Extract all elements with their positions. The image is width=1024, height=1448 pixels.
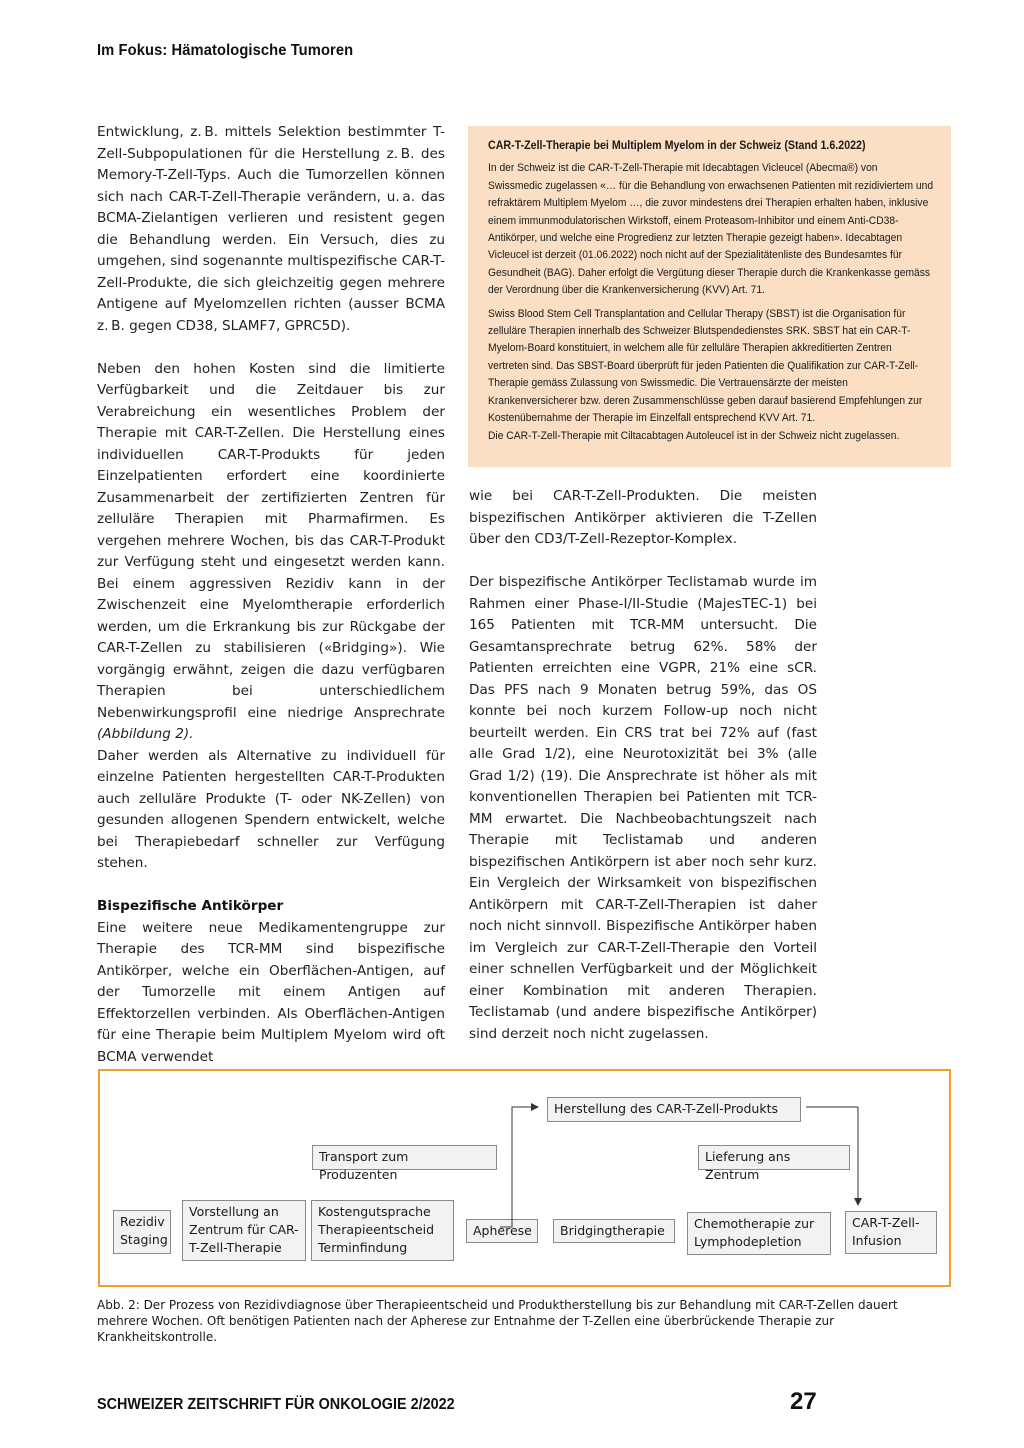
left-column <box>97 122 445 1068</box>
journal-footer: SCHWEIZER ZEITSCHRIFT FÜR ONKOLOGIE 2/2022 <box>97 1396 455 1413</box>
paragraph: wie bei CAR-T-Zell-Produkten. Die meisten bispezifischen Antikörper aktivieren die T-Zellen über den CD3/T-Zell-Rezeptor-Komplex. <box>469 488 817 547</box>
box-vorstellung: Vorstellung an Zentrum für CAR-T-Zell-Therapie <box>182 1200 306 1261</box>
box-apherese: Apherese <box>466 1219 538 1243</box>
arrow-to-infusion <box>806 1107 858 1205</box>
info-box-paragraph: Die CAR-T-Zell-Therapie mit Ciltacabtagen Autoleucel ist in der Schweiz nicht zugelassen. <box>488 429 900 442</box>
info-box-paragraph: In der Schweiz ist die CAR-T-Zell-Therapie mit Idecabtagen Vicleucel (Abecma®) von Swissmedic zugelassen «… für die Behandlung von erwachsenen Patienten mit rezidiviertem und refraktärem Multiplem Myelom …, die zuvor mindestens drei Therapien erhalten haben, inklusive einem immunmodulatorischen Wirkstoff, einem Proteasom-Inhibitor und einem Anti-CD38-Antikörper, und welche eine Progredienz zur letzten Therapie gezeigt haben». Idecabtagen Vicleucel ist derzeit (01.06.2022) noch nicht auf der Spezialitätenliste des Bundesamtes für Gesundheit (BAG). Daher erfolgt die Vergütung dieser Therapie durch die Krankenkasse gemäss der Verordnung über die Krankenversicherung (KVV) Art. 71. <box>488 162 934 297</box>
box-car-t-infusion: CAR-T-Zell-Infusion <box>845 1211 937 1254</box>
paragraph: Entwicklung, z. B. mittels Selektion bestimmter T-Zell-Subpopulationen für die Herstellung z. B. des Memory-T-Zell-Typs. Auch die Tumorzellen können sich nach CAR-T-Zell-Therapie verändern, u. a. das BCMA-Zielantigen verlieren und resistent gegen die Behandlung werden. Ein Versuch, dies zu umgehen, sind sogenannte multispezifische CAR-T-Zell-Produkte, die sich gleichzeitig gegen mehrere Antigene auf Myelomzellen richten (ausser BCMA z. B. gegen CD38, SLAMF7, GPRC5D). <box>97 124 445 334</box>
box-rezidiv-staging: Rezidiv Staging <box>113 1210 171 1254</box>
box-herstellung: Herstellung des CAR-T-Zell-Produkts <box>547 1097 801 1122</box>
paragraph: Der bispezifische Antikörper Teclistamab wurde im Rahmen einer Phase-I/II-Studie (MajesTEC-1) bei 165 Patienten mit TCR-MM untersucht. Die Gesamtansprechrate betrug 62%. 58% der Patienten erreichten eine VGPR, 21% eine sCR. Das PFS nach 9 Monaten betrug 59%, das OS konnte bei noch kurzem Follow-up noch nicht beurteilt werden. Ein CRS trat bei 72% auf (fast alle Grad 1/2), eine Neurotoxizität bei 3% (alle Grad 1/2) (19). Die Ansprechrate ist höher als mit konventionellen Therapien bei Patienten mit TCR-MM erwartet. Die Nachbeobachtungszeit nach Therapie mit Teclistamab und anderen bispezifischen Antikörpern ist aber noch sehr kurz. Ein Vergleich der Wirksamkeit von bispezifischen Antikörpern mit CAR-T-Zell-Therapien ist daher noch nicht sinnvoll. Bispezifische Antikörper haben im Vergleich zur CAR-T-Zell-Therapie den Vorteil einer schnellen Verfügbarkeit und der Möglichkeit einer Kombination mit anderen Therapien. Teclistamab (und andere bispezifische Antikörper) sind derzeit noch nicht zugelassen. <box>469 574 817 1042</box>
box-transport: Transport zum Produzenten <box>312 1145 497 1170</box>
right-column <box>469 486 817 1045</box>
figure-arrows <box>98 1069 951 1287</box>
info-box <box>468 126 951 467</box>
box-bridgingtherapie: Bridgingtherapie <box>553 1219 675 1243</box>
paragraph: Eine weitere neue Medikamentengruppe zur Therapie des TCR-MM sind bispezifische Antikörper, welche ein Oberflächen-Antigen, auf der Tumorzelle mit einem Antigen auf Effektorzellen verbinden. Als Oberflächen-Antigen für eine Therapie beim Multiplem Myelom wird oft BCMA verwendet <box>97 919 445 1065</box>
paragraph-text: Neben den hohen Kosten sind die limitierte Verfügbarkeit und die Zeitdauer bis zur Verabreichung ein wesentliches Problem der Therapie mit CAR-T-Zellen. Die Herstellung eines individuellen CAR-T-Produkts für jeden Einzelpatienten erfordert eine koordinierte Zusammenarbeit der zertifizierten Zentren für zelluläre Therapien mit Pharmafirmen. Es vergehen mehrere Wochen, bis das CAR-T-Produkt zur Verfügung steht und eingesetzt werden kann. Bei einem aggressiven Rezidiv kann in der Zwischenzeit eine Myelomtherapie erforderlich werden, um die Erkrankung bis zur Rückgabe der CAR-T-Zellen zu stabilisieren («Bridging»). Wie vorgängig erwähnt, zeigen die dazu verfügbaren Therapien bei unterschiedlichem Nebenwirkungsprofil eine niedrige Ansprechrate <box>97 360 445 721</box>
section-heading: Bispezifische Antikörper <box>97 898 284 914</box>
figure-caption: Abb. 2: Der Prozess von Rezidivdiagnose über Therapieentscheid und Produktherstellung bis zur Behandlung mit CAR-T-Zellen dauert mehrere Wochen. Oft benötigen Patienten nach der Apherese zur Entnahme der T-Zellen eine überbrückende Therapie zur Krankheitskontrolle. <box>97 1298 898 1344</box>
paragraph: Daher werden als Alternative zu individuell für einzelne Patienten hergestellten CAR-T-Produkten auch zelluläre Produkte (T- oder NK-Zellen) von gesunden allogenen Spendern entwickelt, welche bei Therapiebedarf schneller zur Verfügung stehen. <box>97 747 445 871</box>
box-kostengutsprache: Kostengutsprache Therapieentscheid Terminfindung <box>311 1200 454 1261</box>
box-chemotherapie: Chemotherapie zur Lymphodepletion <box>687 1212 831 1255</box>
page-number: 27 <box>790 1388 817 1415</box>
figure-reference: (Abbildung 2). <box>97 726 194 742</box>
paragraph <box>97 359 445 746</box>
box-lieferung: Lieferung ans Zentrum <box>698 1145 850 1170</box>
info-box-paragraph: Swiss Blood Stem Cell Transplantation and Cellular Therapy (SBST) ist die Organisation für zelluläre Therapien innerhalb des Schweizer Blutspendedienstes SRK. SBST hat ein CAR-T-Myelom-Board konstituiert, in welchem alle für zelluläre Therapien akkreditierten Zentren vertreten sind. Das SBST-Board überprüft für jeden Patienten die Qualifikation zur CAR-T-Zell-Therapie gemäss Zulassung von Swissmedic. Die Vertrauensärzte der meisten Krankenversicherer bzw. deren Zusammenschlüsse geben darauf basierend Empfehlungen zur Kostenübernahme der Therapie im Einzelfall entsprechend KVV Art. 71. <box>488 307 923 425</box>
arrow-to-herstellung <box>500 1107 538 1227</box>
info-box-title: CAR-T-Zell-Therapie bei Multiplem Myelom in der Schweiz (Stand 1.6.2022) <box>488 139 866 152</box>
running-head: Im Fokus: Hämatologische Tumoren <box>97 42 354 59</box>
